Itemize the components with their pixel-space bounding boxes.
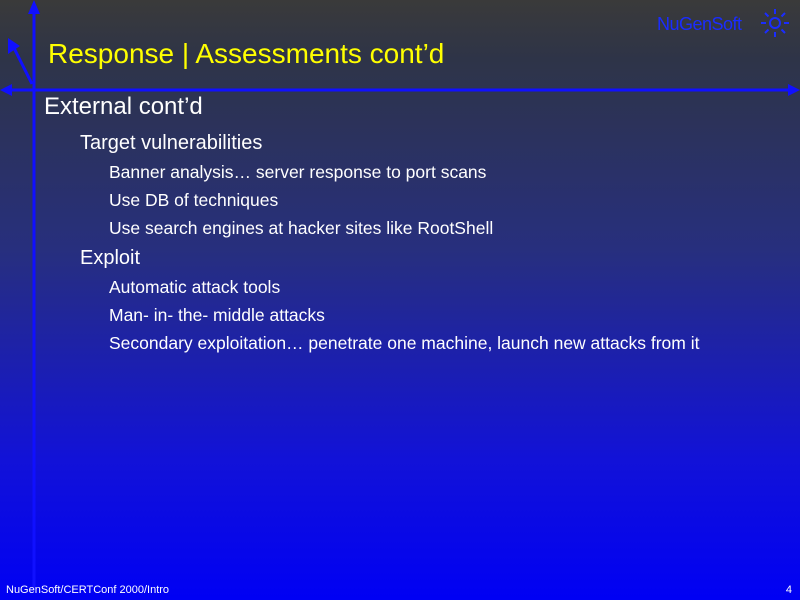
section-heading: Target vulnerabilities	[80, 132, 263, 154]
section-heading: Exploit	[80, 247, 141, 269]
main-point: External cont’d	[44, 93, 203, 120]
list-item: Man- in- the- middle attacks	[109, 305, 325, 325]
horizontal-axis-right-arrowhead	[788, 84, 800, 96]
diagonal-arrow	[12, 44, 32, 84]
list-item: Automatic attack tools	[109, 277, 281, 297]
diagonal-arrowhead	[8, 38, 20, 54]
page-number: 4	[785, 584, 792, 596]
list-item: Secondary exploitation… penetrate one machine, launch new attacks from it	[109, 333, 700, 353]
sun-icon	[760, 8, 790, 38]
logo-text: NuGenSoft	[657, 14, 742, 34]
list-item: Banner analysis… server response to port scans	[109, 162, 487, 182]
footer-text: NuGenSoft/CERTConf 2000/Intro	[6, 584, 170, 596]
list-item: Use DB of techniques	[109, 190, 279, 210]
vertical-axis-arrowhead	[28, 0, 40, 14]
horizontal-axis-left-arrowhead	[0, 84, 12, 96]
slide-title: Response | Assessments cont’d	[48, 38, 445, 69]
list-item: Use search engines at hacker sites like RootShell	[109, 218, 494, 238]
